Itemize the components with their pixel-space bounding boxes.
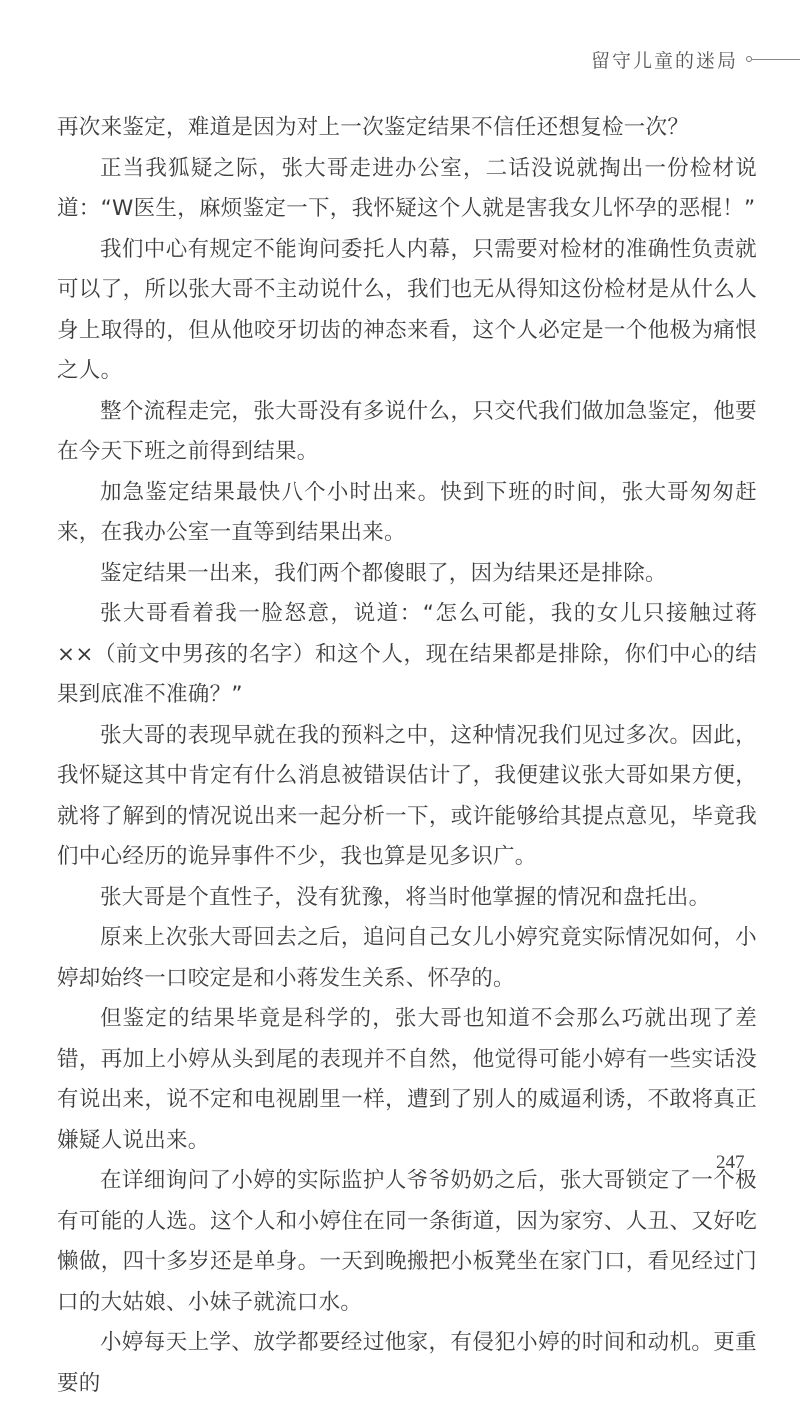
paragraph: 原来上次张大哥回去之后，追问自己女儿小婷究竟实际情况如何，小婷却始终一口咬定是和小蒋发生关系、怀孕的。 bbox=[57, 925, 757, 991]
paragraph: 整个流程走完，张大哥没有多说什么，只交代我们做加急鉴定，他要在今天下班之前得到结果。 bbox=[57, 398, 757, 464]
page-number: 247 bbox=[716, 1152, 745, 1173]
running-header bbox=[591, 44, 800, 74]
paragraph: 在详细询问了小婷的实际监护人爷爷奶奶之后，张大哥锁定了一个极有可能的人选。这个人和小婷住在同一条街道，因为家穷、人丑、又好吃懒做，四十多岁还是单身。一天到晚搬把小板凳坐在家门口，看见经过门口的大姑娘、小妹子就流口水。 bbox=[57, 1168, 757, 1315]
paragraph: 我们中心有规定不能询问委托人内幕，只需要对检材的准确性负责就可以了，所以张大哥不主动说什么，我们也无从得知这份检材是从什么人身上取得的，但从他咬牙切齿的神态来看，这个人必定是一个他极为痛恨之人。 bbox=[57, 236, 757, 383]
paragraph: 正当我狐疑之际，张大哥走进办公室，二话没说就掏出一份检材说道：“W医生，麻烦鉴定一下，我怀疑这个人就是害我女儿怀孕的恶棍！” bbox=[57, 155, 757, 221]
running-title: 留守儿童的迷局 bbox=[590, 49, 738, 72]
paragraph: 小婷每天上学、放学都要经过他家，有侵犯小婷的时间和动机。更重要的 bbox=[57, 1330, 757, 1396]
ornament-rule bbox=[752, 59, 800, 60]
header-ornament bbox=[746, 56, 800, 62]
paragraph: 鉴定结果一出来，我们两个都傻眼了，因为结果还是排除。 bbox=[100, 560, 667, 586]
paragraph: 张大哥是个直性子，没有犹豫，将当时他掌握的情况和盘托出。 bbox=[100, 884, 711, 910]
paragraph: 张大哥的表现早就在我的预料之中，这种情况我们见过多次。因此，我怀疑这其中肯定有什么消息被错误估计了，我便建议张大哥如果方便，就将了解到的情况说出来一起分析一下，或许能够给其提点意见，毕竟我们中心经历的诡异事件不少，我也算是见多识广。 bbox=[57, 722, 757, 869]
paragraph: 但鉴定的结果毕竟是科学的，张大哥也知道不会那么巧就出现了差错，再加上小婷从头到尾的表现并不自然，他觉得可能小婷有一些实话没有说出来，说不定和电视剧里一样，遭到了别人的威逼利诱，不敢将真正嫌疑人说出来。 bbox=[57, 1006, 757, 1153]
paragraph-continued: 再次来鉴定，难道是因为对上一次鉴定结果不信任还想复检一次？ bbox=[57, 115, 690, 140]
body-text bbox=[57, 108, 757, 1404]
paragraph: 加急鉴定结果最快八个小时出来。快到下班的时间，张大哥匆匆赶来，在我办公室一直等到结果出来。 bbox=[57, 479, 757, 545]
paragraph: 张大哥看着我一脸怒意，说道：“怎么可能，我的女儿只接触过蒋××（前文中男孩的名字）和这个人，现在结果都是排除，你们中心的结果到底准不准确？” bbox=[57, 601, 757, 707]
